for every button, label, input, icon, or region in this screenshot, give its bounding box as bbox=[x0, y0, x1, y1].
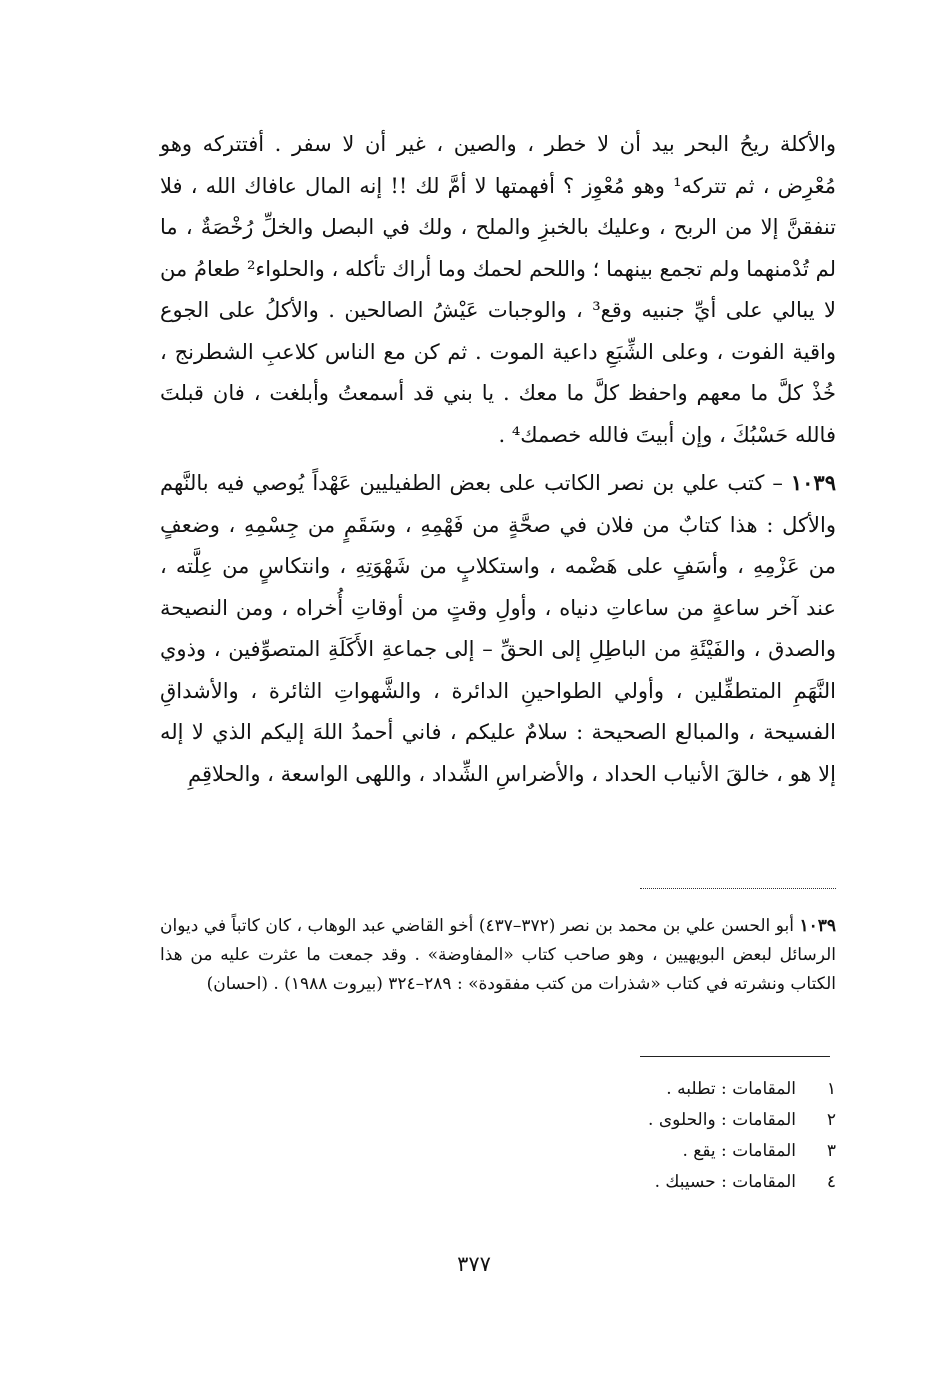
footnote-item bbox=[560, 1074, 836, 1105]
footnote-text: المقامات : يقع . bbox=[682, 1141, 796, 1161]
main-text bbox=[160, 124, 836, 795]
footnote-item bbox=[560, 1167, 836, 1198]
paragraph-1: والأكلة ريحُ البحر بيد أن لا خطر ، والصين ، غير أن لا سفر . أفتتركه وهو مُعْرِض ، ثم تتركه¹ وهو مُعْوِز ؟ أفهمتها لا أمَّ لك !! إنه المال عافاك الله ، فلا تنفقنَّ إلا من الربح ، وعليك بالخبزِ والملح ، ولك في البصل والخلِّ رُخْصَةٌ ، ما لم تُدْمنهما ولم تجمع بينهما ؛ واللحم لحمك وما أراك تأكله ، والحلواء² طعامُ من لا يبالي على أيِّ جنبيه وقع³ ، والوجبات عَيْشُ الصالحين . والأكلُ على الجوع واقية الفوت ، وعلى الشِّبَعِ داعية الموت . ثم كن مع الناس كلاعبِ الشطرنج ، خُذْ كلَّ ما معهم واحفظ كلَّ ما معك . يا بني قد أسمعتُ وأبلغت ، فان قبلتَ فالله حَسْبُكَ ، وإن أبيتَ فالله خصمك⁴ . bbox=[160, 132, 836, 447]
entry-text: – كتب علي بن نصر الكاتب على بعض الطفيليين عَهْداً يُوصي فيه بالنَّهم والأكل : هذا كتابٌ من فلان في صحَّةٍ من فَهْمِهِ ، وسَقَمٍ من جِسْمِهِ ، وضعفٍ من عَزْمِهِ ، وأسَفٍ على هَضْمه ، واستكلابٍ من شَهْوَتِهِ ، وانتكاسٍ من عِلَّته ، عند آخر ساعةٍ من ساعاتِ دنياه ، وأولِ وقتٍ من أوقاتِ أُخراه ، ومن النصيحة والصدق ، والفَيْئَةِ من الباطِلِ إلى الحقِّ – إلى جماعةِ الأَكَلَةِ المتصوِّفين ، وذوي النَّهَمِ المتطفِّلين ، وأولي الطواحينِ الدائرة ، والشَّهواتِ الثائرة ، والأشداقِ الفسيحة ، والمبالع الصحيحة : سلامٌ عليكم ، فاني أحمدُ اللهَ إليكم الذي لا إله إلا هو ، خالقَ الأنياب الحداد ، والأضراسِ الشِّداد ، واللهى الواسعة ، والحلاقِمِ bbox=[160, 471, 836, 786]
footnote-text: المقامات : والحلوى . bbox=[648, 1110, 796, 1130]
footnote-item bbox=[560, 1136, 836, 1167]
footnote-item bbox=[560, 1105, 836, 1136]
note-text: أبو الحسن علي بن محمد بن نصر (٣٧٢–٤٣٧) أخو القاضي عبد الوهاب ، كان كاتباً في ديوان الرسائل لبعض البويهيين ، وهو صاحب كتاب «المفاوضة» . وقد جمعت ما عثرت عليه من هذا الكتاب ونشرته في كتاب «شذرات من كتب مفقودة» : ٢٨٩–٣٢٤ (بيروت ١٩٨٨) . (احسان) bbox=[160, 916, 836, 994]
footnote-number: ١ bbox=[826, 1079, 836, 1099]
footnote-number: ٢ bbox=[826, 1110, 836, 1130]
footnote-number: ٤ bbox=[826, 1172, 836, 1192]
page-number: ٣٧٧ bbox=[457, 1252, 491, 1276]
footnote-separator bbox=[640, 1056, 830, 1057]
entry-number: ١٠٣٩ bbox=[790, 470, 836, 495]
dotted-separator bbox=[640, 888, 836, 889]
footnote-number: ٣ bbox=[826, 1141, 836, 1161]
footnote-text: المقامات : تطلبه . bbox=[666, 1079, 796, 1099]
footnote-text: المقامات : حسيبك . bbox=[654, 1172, 796, 1192]
paragraph-1039 bbox=[160, 462, 836, 795]
footnotes-list bbox=[560, 1074, 836, 1198]
entry-note bbox=[160, 912, 836, 999]
note-number: ١٠٣٩ bbox=[799, 916, 836, 936]
